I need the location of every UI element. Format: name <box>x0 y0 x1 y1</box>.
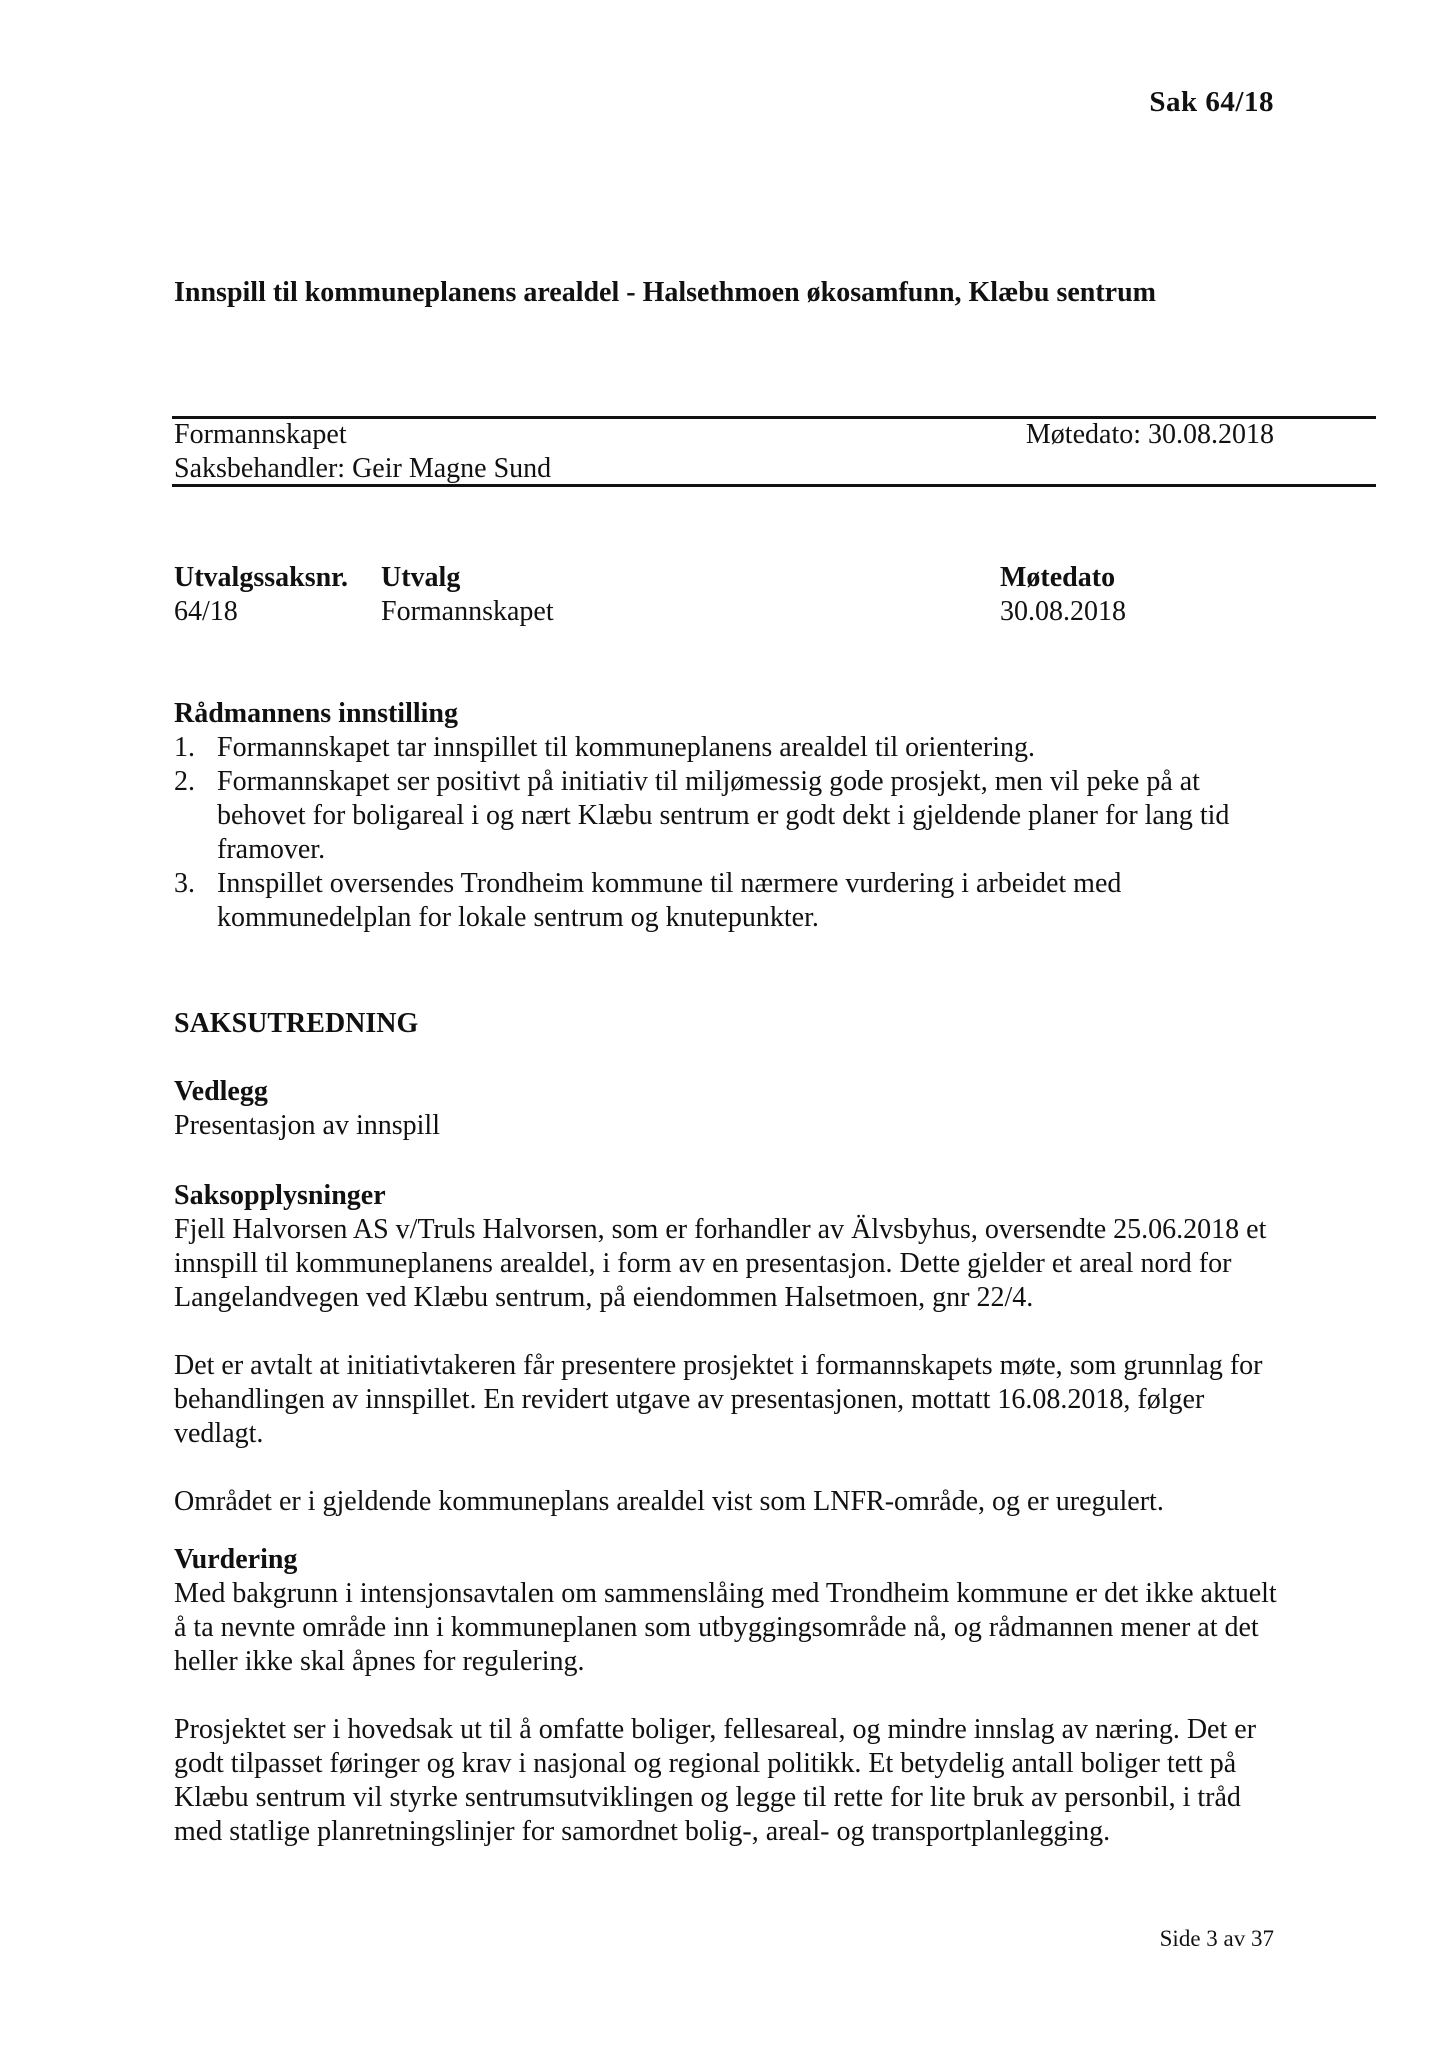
list-text: Innspillet oversendes Trondheim kommune til nærmere vurdering i arbeidet med kommunedelplan for lokale sentrum og knutepunkter. <box>217 868 1122 933</box>
list-number: 2. <box>174 766 195 797</box>
bottom-divider <box>172 484 1376 487</box>
recommendation-list <box>174 731 1284 935</box>
assessment-section <box>174 1543 1284 1883</box>
attachments-section <box>174 1075 1284 1143</box>
case-information-heading: Saksopplysninger <box>174 1180 386 1211</box>
list-item <box>174 731 1284 765</box>
list-text: Formannskapet tar innspillet til kommuneplanens arealdel til orientering. <box>217 732 1036 763</box>
list-text: Formannskapet ser positivt på initiativ til miljømessig gode prosjekt, men vil peke på at behovet for boligareal i og nært Klæbu sentrum er godt dekt i gjeldende planer for lang tid framover. <box>217 766 1230 865</box>
list-number: 3. <box>174 868 195 899</box>
paragraph: Det er avtalt at initiativtakeren får presentere prosjektet i formannskapets møte, som grunnlag for behandlingen av innspillet. En revidert utgave av presentasjonen, mottatt 16.08.2018, følger vedlagt. <box>174 1350 1263 1449</box>
case-table <box>174 562 1174 630</box>
list-number: 1. <box>174 732 195 763</box>
paragraph: Med bakgrunn i intensjonsavtalen om sammenslåing med Trondheim kommune er det ikke aktuelt å ta nevnte område inn i kommuneplanen som utbyggingsområde nå, og rådmannen mener at det heller ikke skal åpnes for regulering. <box>174 1578 1277 1677</box>
attachment-item: Presentasjon av innspill <box>174 1110 440 1141</box>
cell-case-no: 64/18 <box>174 596 238 627</box>
case-table-header <box>174 562 1174 596</box>
meeting-date: Møtedato: 30.08.2018 <box>1025 419 1274 450</box>
header-committee: Utvalg <box>381 562 461 593</box>
paragraph: Fjell Halvorsen AS v/Truls Halvorsen, som er forhandler av Älvsbyhus, oversendte 25.06.2018 et innspill til kommuneplanens arealdel, i form av en presentasjon. Dette gjelder et areal nord for Langelandvegen ved Klæbu sentrum, på eiendommen Halsetmoen, gnr 22/4. <box>174 1214 1267 1313</box>
attachments-heading: Vedlegg <box>174 1076 268 1107</box>
header-meeting-date: Møtedato <box>1000 562 1116 593</box>
recommendation-section <box>174 697 1284 935</box>
list-item <box>174 867 1284 935</box>
case-information-section <box>174 1179 1284 1553</box>
table-row <box>174 596 1174 630</box>
page-number: Side 3 av 37 <box>1159 1926 1274 1951</box>
cell-meeting-date: 30.08.2018 <box>1000 596 1126 627</box>
list-item <box>174 765 1284 867</box>
case-handler: Saksbehandler: Geir Magne Sund <box>174 453 552 484</box>
assessment-heading: Vurdering <box>174 1544 298 1575</box>
header-case-no: Utvalgssaksnr. <box>174 562 349 593</box>
cell-committee: Formannskapet <box>381 596 554 627</box>
saksutredning-heading: SAKSUTREDNING <box>174 1008 419 1039</box>
case-number: Sak 64/18 <box>1149 86 1274 118</box>
paragraph: Området er i gjeldende kommuneplans arealdel vist som LNFR-område, og er uregulert. <box>174 1486 1164 1517</box>
recommendation-heading: Rådmannens innstilling <box>174 698 458 729</box>
committee-name: Formannskapet <box>174 419 347 450</box>
paragraph: Prosjektet ser i hovedsak ut til å omfatte boliger, fellesareal, og mindre innslag av næring. Det er godt tilpasset føringer og krav i nasjonal og regional politikk. Et betydelig antall boliger tett på Klæbu sentrum vil styrke sentrumsutviklingen og legge til rette for lite bruk av personbil, i tråd med statlige planretningslinjer for samordnet bolig-, areal- og transportplanlegging. <box>174 1714 1257 1847</box>
document-title: Innspill til kommuneplanens arealdel - Halsethmoen økosamfunn, Klæbu sentrum <box>174 277 1156 308</box>
